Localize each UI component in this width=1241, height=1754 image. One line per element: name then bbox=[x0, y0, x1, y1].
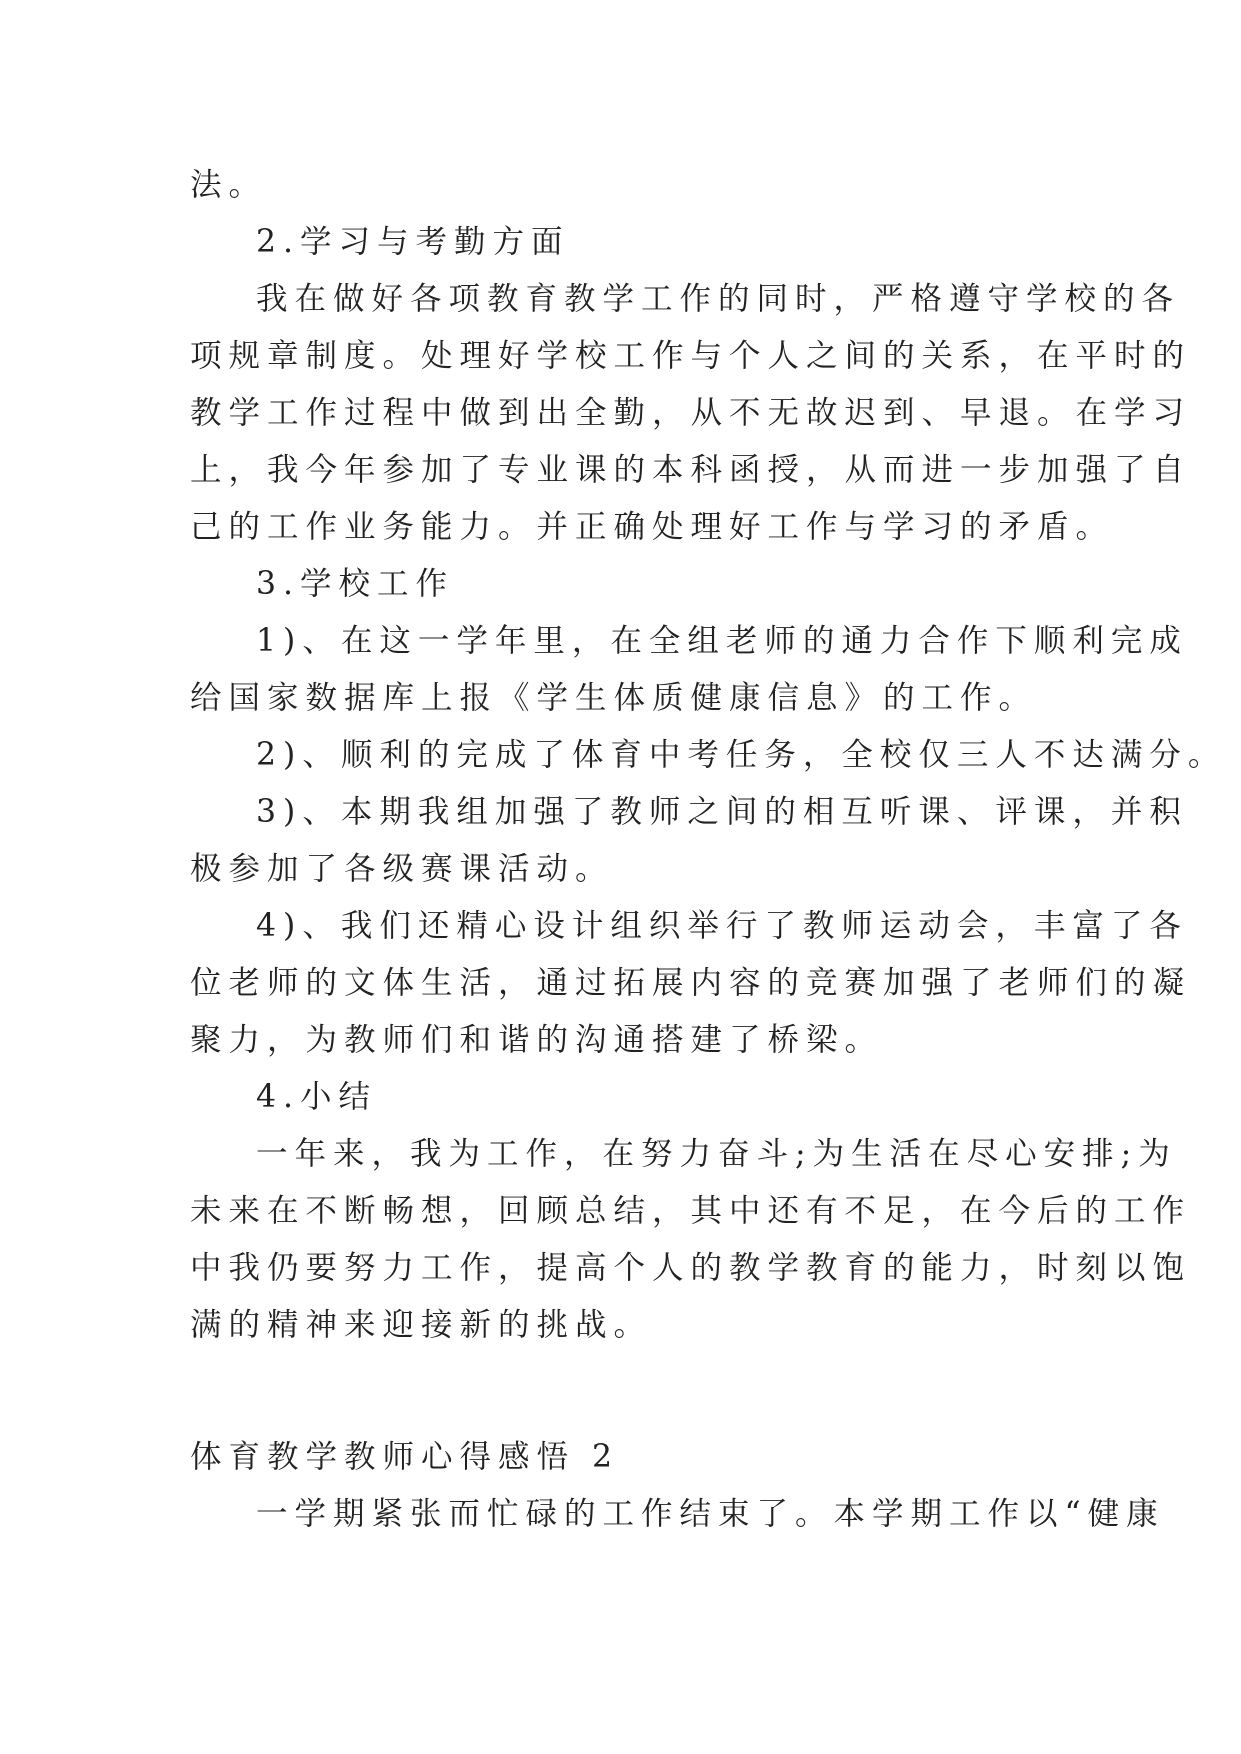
list-item-line: 位老师的文体生活，通过拓展内容的竞赛加强了老师们的凝 bbox=[190, 965, 1192, 1001]
list-item-line: 给国家数据库上报《学生体质健康信息》的工作。 bbox=[190, 680, 1038, 716]
paragraph-line: 法。 bbox=[190, 167, 268, 203]
list-item-line: 2)、顺利的完成了体育中考任务，全校仅三人不达满分。 bbox=[256, 737, 1227, 773]
list-item-line: 4)、我们还精心设计组织举行了教师运动会，丰富了各 bbox=[256, 908, 1188, 944]
paragraph-line: 未来在不断畅想，回顾总结，其中还有不足，在今后的工作 bbox=[190, 1193, 1192, 1229]
paragraph-line: 项规章制度。处理好学校工作与个人之间的关系，在平时的 bbox=[190, 338, 1192, 374]
paragraph-line: 一年来，我为工作，在努力奋斗;为生活在尽心安排;为 bbox=[256, 1136, 1177, 1172]
list-item-line: 极参加了各级赛课活动。 bbox=[190, 851, 614, 887]
section-heading: 4.小结 bbox=[256, 1079, 378, 1115]
paragraph-line: 上，我今年参加了专业课的本科函授，从而进一步加强了自 bbox=[190, 452, 1192, 488]
paragraph-line: 教学工作过程中做到出全勤，从不无故迟到、早退。在学习 bbox=[190, 395, 1192, 431]
paragraph-line: 满的精神来迎接新的挑战。 bbox=[190, 1307, 653, 1343]
list-item-line: 3)、本期我组加强了教师之间的相互听课、评课，并积 bbox=[256, 794, 1188, 830]
list-item-line: 1)、在这一学年里，在全组老师的通力合作下顺利完成 bbox=[256, 623, 1188, 659]
paragraph-line: 中我仍要努力工作，提高个人的教学教育的能力，时刻以饱 bbox=[190, 1250, 1192, 1286]
article-title: 体育教学教师心得感悟 2 bbox=[190, 1439, 620, 1475]
paragraph-line: 一学期紧张而忙碌的工作结束了。本学期工作以“健康 bbox=[256, 1496, 1165, 1532]
paragraph-line: 己的工作业务能力。并正确处理好工作与学习的矛盾。 bbox=[190, 509, 1115, 545]
paragraph-line: 我在做好各项教育教学工作的同时，严格遵守学校的各 bbox=[256, 281, 1181, 317]
list-item-line: 聚力，为教师们和谐的沟通搭建了桥梁。 bbox=[190, 1022, 884, 1058]
section-heading: 3.学校工作 bbox=[256, 566, 455, 602]
section-heading: 2.学习与考勤方面 bbox=[256, 224, 570, 260]
